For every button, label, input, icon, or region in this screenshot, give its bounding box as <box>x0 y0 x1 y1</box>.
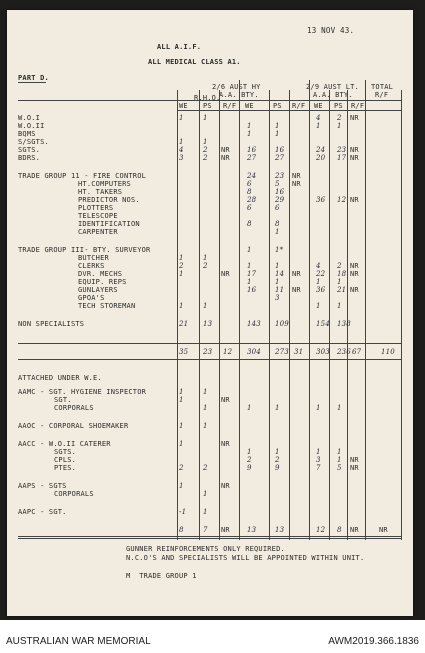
attached-total-cell-c9: NR <box>350 526 359 534</box>
attached-row-cell-c7: 7 <box>316 464 321 472</box>
archive-footer <box>0 620 425 653</box>
total-bottom-rule <box>18 359 401 360</box>
row-cell-c4: 17 <box>247 270 257 278</box>
row-label: CARPENTER <box>78 228 118 236</box>
row-cell-c7: 4 <box>316 262 321 270</box>
total-cell-c9: 67 <box>352 348 362 356</box>
attached-row-cell-c2: 1 <box>203 404 208 412</box>
footer-accession-number: AWM2019.366.1836 <box>328 636 419 647</box>
row-cell-c2: 1 <box>203 114 208 122</box>
row-cell-c5: 16 <box>275 146 285 154</box>
attached-row-cell-c3: NR <box>221 482 230 490</box>
header-aust-hy-2: A.A. BTY. <box>219 91 259 99</box>
attached-row-label: PTES. <box>54 464 77 472</box>
row-cell-c5: 1 <box>275 262 280 270</box>
attached-total-cell-c1: 8 <box>179 526 184 534</box>
header-aust-lt-1: 2/9 AUST LT. <box>306 83 359 91</box>
row-label: CLERKS <box>78 262 105 270</box>
row-label: W.O.I <box>18 114 41 122</box>
row-label: TRADE GROUP 11 - FIRE CONTROL <box>18 172 147 180</box>
non-specialists-cell-c7: 154 <box>316 320 330 328</box>
header-divider <box>365 80 366 90</box>
header-total-1: TOTAL <box>371 83 394 91</box>
attached-row-cell-c1: 1 <box>179 388 184 396</box>
row-cell-c5: 16 <box>275 188 285 196</box>
row-label: W.O.II <box>18 122 45 130</box>
row-cell-c6: NR <box>292 180 301 188</box>
attached-total-cell-c8: 8 <box>337 526 342 534</box>
row-cell-c1: 2 <box>179 262 184 270</box>
row-cell-c5: 1* <box>275 246 284 254</box>
total-cell-c2: 23 <box>203 348 213 356</box>
attached-row-cell-c5: 2 <box>275 456 280 464</box>
attached-row-cell-c7: 1 <box>316 448 321 456</box>
part-label: PART D. <box>18 74 49 82</box>
attached-row-label: AAOC - CORPORAL SHOEMAKER <box>18 422 129 430</box>
attached-row-cell-c8: 1 <box>337 448 342 456</box>
attached-row-cell-c4: 1 <box>247 448 252 456</box>
header-aust-lt-2: A.A. BTY. <box>313 91 353 99</box>
row-cell-c9: NR <box>350 270 359 278</box>
row-cell-c4: 1 <box>247 130 252 138</box>
row-cell-c4: 24 <box>247 172 257 180</box>
attached-total-rule-double <box>18 538 401 539</box>
row-cell-c3: NR <box>221 270 230 278</box>
row-label: EQUIP. REPS <box>78 278 127 286</box>
row-label: BDRS. <box>18 154 41 162</box>
row-cell-c2: 1 <box>203 302 208 310</box>
column-rule <box>199 90 200 540</box>
attached-row-cell-c1: 2 <box>179 464 184 472</box>
row-cell-c4: 16 <box>247 146 257 154</box>
row-cell-c1: 1 <box>179 114 184 122</box>
row-cell-c6: NR <box>292 270 301 278</box>
attached-row-cell-c4: 2 <box>247 456 252 464</box>
row-label: TRADE GROUP III- BTY. SURVEYOR <box>18 246 151 254</box>
non-specialists-cell-c4: 143 <box>247 320 261 328</box>
row-cell-c8: 1 <box>337 302 342 310</box>
sub-we-3: WE <box>314 102 323 110</box>
attached-row-label: CORPORALS <box>54 490 94 498</box>
attached-row-cell-c1: 1 <box>179 396 184 404</box>
row-cell-c1: 1 <box>179 138 184 146</box>
total-cell-c7: 303 <box>316 348 330 356</box>
attached-total-cell-c4: 13 <box>247 526 257 534</box>
row-label: GUNLAYERS <box>78 286 118 294</box>
attached-row-cell-c1: 1 <box>179 482 184 490</box>
row-cell-c1: 1 <box>179 270 184 278</box>
header-divider <box>239 80 240 90</box>
row-cell-c7: 1 <box>316 278 321 286</box>
row-cell-c3: NR <box>221 146 230 154</box>
sub-we-1: WE <box>179 102 188 110</box>
row-cell-c5: 29 <box>275 196 285 204</box>
attached-row-cell-c8: 5 <box>337 464 342 472</box>
row-cell-c4: 1 <box>247 246 252 254</box>
attached-total-cell-c2: 7 <box>203 526 208 534</box>
column-rule <box>365 90 366 540</box>
sub-ps-3: PS <box>334 102 343 110</box>
total-cell-c10: 110 <box>381 348 395 356</box>
footer-institution: AUSTRALIAN WAR MEMORIAL <box>6 636 151 647</box>
row-cell-c2: 2 <box>203 262 208 270</box>
total-cell-c6: 31 <box>294 348 304 356</box>
row-cell-c2: 2 <box>203 154 208 162</box>
attached-title: ATTACHED UNDER W.E. <box>18 374 102 382</box>
row-cell-c1: 3 <box>179 154 184 162</box>
total-cell-c3: 12 <box>223 348 233 356</box>
attached-row-label: CPLS. <box>54 456 77 464</box>
non-specialists-cell-c8: 138 <box>337 320 351 328</box>
row-cell-c7: 1 <box>316 122 321 130</box>
total-cell-c4: 304 <box>247 348 261 356</box>
attached-row-cell-c7: 3 <box>316 456 321 464</box>
header-rule <box>18 100 401 101</box>
sub-ps-2: PS <box>273 102 282 110</box>
attached-row-cell-c4: 1 <box>247 404 252 412</box>
attached-row-cell-c5: 1 <box>275 404 280 412</box>
attached-row-cell-c1: 1 <box>179 440 184 448</box>
row-label: PREDICTOR NOS. <box>78 196 140 204</box>
row-cell-c2: 2 <box>203 146 208 154</box>
row-cell-c4: 27 <box>247 154 257 162</box>
document-sheet <box>7 10 413 616</box>
row-cell-c8: 2 <box>337 114 342 122</box>
date-stamp: 13 NOV 43. <box>307 26 355 35</box>
non-specialists-label: NON SPECIALISTS <box>18 320 85 328</box>
row-cell-c7: 22 <box>316 270 326 278</box>
attached-total-cell-c5: 13 <box>275 526 285 534</box>
attached-row-cell-c2: 1 <box>203 490 208 498</box>
row-cell-c7: 36 <box>316 196 326 204</box>
attached-row-cell-c2: 1 <box>203 508 208 516</box>
attached-row-cell-c8: 1 <box>337 456 342 464</box>
row-cell-c8: 23 <box>337 146 347 154</box>
part-underline <box>18 82 46 83</box>
row-cell-c8: 18 <box>337 270 347 278</box>
non-specialists-cell-c2: 13 <box>203 320 213 328</box>
row-cell-c9: NR <box>350 146 359 154</box>
row-cell-c8: 21 <box>337 286 347 294</box>
attached-row-label: AACC - W.O.II CATERER <box>18 440 111 448</box>
row-cell-c4: 1 <box>247 278 252 286</box>
attached-total-rule <box>18 536 401 537</box>
row-cell-c5: 1 <box>275 228 280 236</box>
header-aust-hy-1: 2/6 AUST HY <box>212 83 261 91</box>
attached-row-cell-c2: 2 <box>203 464 208 472</box>
row-cell-c7: 1 <box>316 302 321 310</box>
column-rule <box>347 90 348 540</box>
doc-subtitle: ALL MEDICAL CLASS A1. <box>148 58 241 66</box>
row-cell-c5: 1 <box>275 278 280 286</box>
row-cell-c4: 8 <box>247 220 252 228</box>
sub-ps-1: PS <box>203 102 212 110</box>
column-rule <box>177 90 178 540</box>
row-cell-c3: NR <box>221 154 230 162</box>
attached-row-cell-c3: NR <box>221 396 230 404</box>
row-cell-c4: 6 <box>247 180 252 188</box>
row-cell-c9: NR <box>350 196 359 204</box>
row-cell-c1: 1 <box>179 302 184 310</box>
row-label: IDENTIFICATION <box>78 220 140 228</box>
column-rule <box>289 90 290 540</box>
row-cell-c5: 1 <box>275 122 280 130</box>
row-cell-c4: 6 <box>247 204 252 212</box>
header-total-2: R/F <box>375 91 389 99</box>
row-cell-c8: 12 <box>337 196 347 204</box>
row-cell-c7: 4 <box>316 114 321 122</box>
total-cell-c8: 236 <box>337 348 351 356</box>
row-label: DVR. MECHS <box>78 270 123 278</box>
row-cell-c8: 2 <box>337 262 342 270</box>
row-cell-c5: 3 <box>275 294 280 302</box>
attached-row-label: SGTS. <box>54 448 77 456</box>
row-cell-c8: 1 <box>337 122 342 130</box>
attached-row-label: AAPS - SGTS <box>18 482 67 490</box>
row-label: BQMS <box>18 130 36 138</box>
attached-row-cell-c5: 1 <box>275 448 280 456</box>
row-label: TECH STOREMAN <box>78 302 136 310</box>
attached-row-label: AAMC - SGT. HYGIENE INSPECTOR <box>18 388 147 396</box>
row-cell-c2: 1 <box>203 138 208 146</box>
column-rule <box>269 90 270 540</box>
row-cell-c4: 8 <box>247 188 252 196</box>
row-cell-c4: 1 <box>247 122 252 130</box>
row-cell-c5: 11 <box>275 286 285 294</box>
row-cell-c5: 27 <box>275 154 285 162</box>
row-cell-c7: 20 <box>316 154 326 162</box>
attached-row-cell-c5: 9 <box>275 464 280 472</box>
column-rule <box>309 90 310 540</box>
row-label: BUTCHER <box>78 254 109 262</box>
attached-row-label: AAPC - SGT. <box>18 508 67 516</box>
row-cell-c6: NR <box>292 172 301 180</box>
row-cell-c1: 1 <box>179 254 184 262</box>
row-cell-c4: 1 <box>247 262 252 270</box>
row-cell-c5: 1 <box>275 130 280 138</box>
row-label: HT. TAKERS <box>78 188 123 196</box>
sub-we-2: WE <box>245 102 254 110</box>
row-cell-c9: NR <box>350 154 359 162</box>
column-rule <box>329 90 330 540</box>
doc-title: ALL A.I.F. <box>157 43 202 51</box>
header-rhq: R.H.Q. <box>194 94 221 102</box>
non-specialists-cell-c1: 21 <box>179 320 189 328</box>
row-label: TELESCOPE <box>78 212 118 220</box>
row-cell-c7: 36 <box>316 286 326 294</box>
footnote: M TRADE GROUP 1 <box>126 572 197 580</box>
row-cell-c1: 4 <box>179 146 184 154</box>
attached-row-label: CORPORALS <box>54 404 94 412</box>
attached-total-cell-c3: NR <box>221 526 230 534</box>
attached-total-cell-c10: NR <box>379 526 388 534</box>
row-cell-c6: NR <box>292 286 301 294</box>
header-divider <box>309 80 310 90</box>
attached-row-cell-c9: NR <box>350 464 359 472</box>
attached-row-cell-c9: NR <box>350 456 359 464</box>
sub-rf-1: R/F <box>223 102 237 110</box>
row-cell-c2: 1 <box>203 254 208 262</box>
attached-row-cell-c1: -1 <box>179 508 187 516</box>
row-cell-c4: 28 <box>247 196 257 204</box>
row-label: S/SGTS. <box>18 138 49 146</box>
total-top-rule <box>18 343 401 344</box>
note-2: N.C.O'S AND SPECIALISTS WILL BE APPOINTED WITHIN UNIT. <box>126 554 365 562</box>
row-cell-c5: 5 <box>275 180 280 188</box>
sub-rf-3: R/F <box>351 102 365 110</box>
column-rule <box>239 90 240 540</box>
row-cell-c8: 1 <box>337 278 342 286</box>
column-rule <box>219 90 220 540</box>
attached-row-cell-c3: NR <box>221 440 230 448</box>
row-cell-c9: NR <box>350 114 359 122</box>
attached-row-cell-c4: 9 <box>247 464 252 472</box>
row-cell-c7: 24 <box>316 146 326 154</box>
row-cell-c9: NR <box>350 262 359 270</box>
row-cell-c4: 16 <box>247 286 257 294</box>
attached-row-cell-c7: 1 <box>316 404 321 412</box>
non-specialists-cell-c5: 109 <box>275 320 289 328</box>
row-cell-c5: 6 <box>275 204 280 212</box>
row-cell-c9: NR <box>350 286 359 294</box>
attached-row-cell-c2: 1 <box>203 388 208 396</box>
total-cell-c1: 35 <box>179 348 189 356</box>
sub-rf-2: R/F <box>292 102 306 110</box>
row-cell-c8: 17 <box>337 154 347 162</box>
row-label: SGTS. <box>18 146 41 154</box>
note-1: GUNNER REINFORCEMENTS ONLY REQUIRED. <box>126 545 285 553</box>
row-cell-c5: 14 <box>275 270 285 278</box>
total-cell-c5: 273 <box>275 348 289 356</box>
row-label: GPOA'S <box>78 294 105 302</box>
attached-row-label: SGT. <box>54 396 72 404</box>
row-label: PLOTTERS <box>78 204 114 212</box>
row-cell-c5: 23 <box>275 172 285 180</box>
attached-row-cell-c2: 1 <box>203 422 208 430</box>
column-rule <box>401 90 402 540</box>
attached-total-cell-c7: 12 <box>316 526 326 534</box>
row-cell-c5: 8 <box>275 220 280 228</box>
attached-row-cell-c8: 1 <box>337 404 342 412</box>
row-label: HT.COMPUTERS <box>78 180 131 188</box>
attached-row-cell-c1: 1 <box>179 422 184 430</box>
